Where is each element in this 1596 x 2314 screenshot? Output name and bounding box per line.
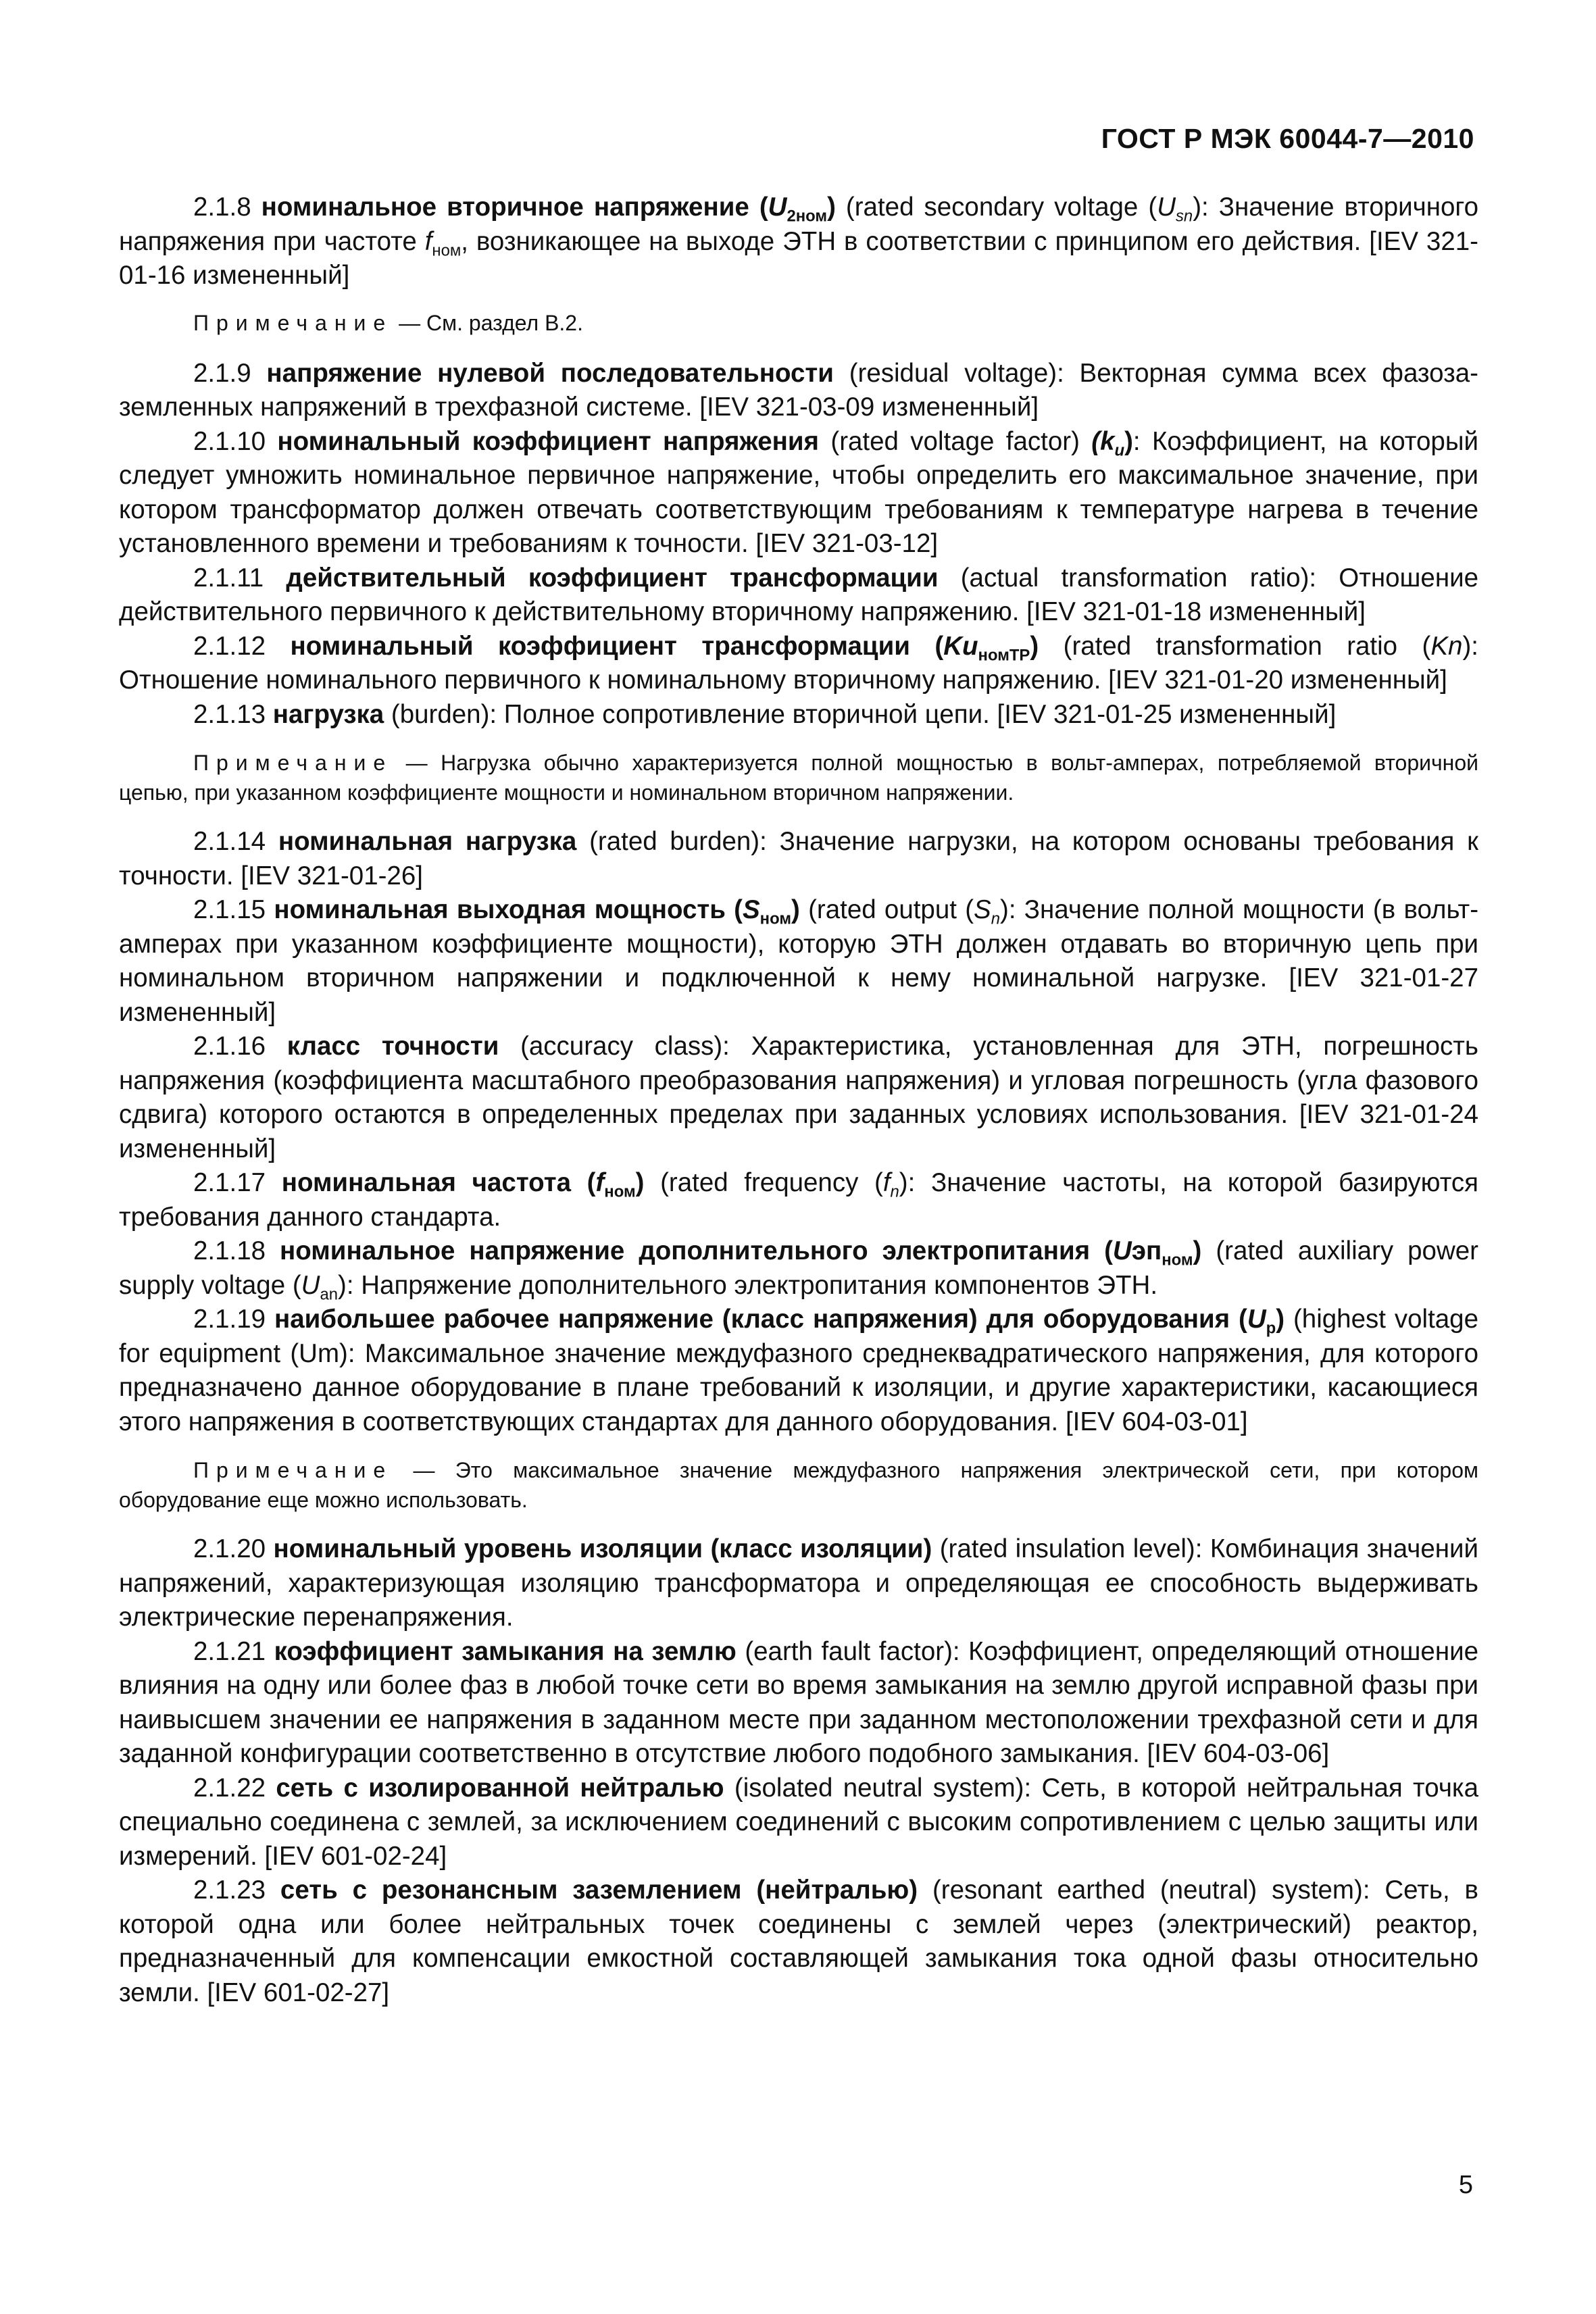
term: номинальная частота $(f_{ном})$ xyxy=(281,1168,645,1201)
item-2-1-18: 2.1.18 номинальное напряжение дополнительного электропитания (Uэп$_{ном}$) (rated auxiliary power supply voltage $(U_{an})$: Напряжение дополнительного электропитания компонентов ЭТН. xyxy=(119,1236,1478,1303)
note-1: Примечание — См. раздел В.2. xyxy=(193,310,583,335)
item-2-1-16: 2.1.16 класс точности (accuracy class): Характеристика, установленная для ЭТН, погрешность напряжения (коэффициента масштабного преобразования напряжения) и угловая погрешность (угла фазового сдвига) которого остаются в определенных пределах при заданных условиях использования. [IEV 321-01-24 измененный] xyxy=(119,1032,1478,1163)
item-2-1-21: 2.1.21 коэффициент замыкания на землю (earth fault factor): Коэффициент, определяющий отношение влияния на одну или более фаз в любой точке сети во время замыкания на землю другой исправной фазы при наивысшем значении ее напряжения в заданном месте при заданном местоположении трехфазной сети и для заданной конфигурации соответственно в отсутствие любого подобного замыкания. [IEV 604-03-06] xyxy=(119,1636,1478,1768)
item-2-1-10: 2.1.10 номинальный коэффициент напряжения (rated voltage factor) $(k_u)$: Коэффициент, на который следует умножить номинальное первичное напряжение, чтобы определить его максимальное значение, при котором трансформатор должен отвечать соответствующим требованиям к температуре нагрева в течение установленного времени и требованиям к точности. [IEV 321-03-12] xyxy=(119,426,1479,558)
item-number: 2.1.15 xyxy=(193,895,266,924)
note-label: Примечание xyxy=(193,310,393,335)
item-number: 2.1.11 xyxy=(193,563,264,593)
item-number: 2.1.22 xyxy=(193,1773,266,1803)
item-2-1-23: 2.1.23 сеть с резонансным заземлением (нейтралью) (resonant earthed (neutral) system): Сеть, в которой одна или более нейтральных точек соединены с землей через (электрический) реактор, предназначенный для компенсации емкостной составляющей замыкания тока одной фазы относительно земли. [IEV 601-02-27] xyxy=(119,1876,1478,2007)
document-body xyxy=(119,191,1478,2010)
item-number: 2.1.10 xyxy=(193,426,266,456)
item-2-1-11: 2.1.11 действительный коэффициент трансформации (actual transformation ratio): Отношение действительного первичного к действительному вторичному напряжению. [IEV 321-01-18 измененный] xyxy=(119,563,1479,626)
item-number: 2.1.13 xyxy=(193,699,266,729)
item-2-1-9: 2.1.9 напряжение нулевой последовательности (residual voltage): Векторная сумма всех фазоза-земленных напряжений в трехфазной системе. [IEV 321-03-09 измененный] xyxy=(119,358,1479,422)
term: номинальное напряжение дополнительного электропитания (Uэп$_{ном}$) xyxy=(280,1236,1202,1269)
item-2-1-12: 2.1.12 номинальный коэффициент трансформации $(Ku_{номТР})$ (rated transformation ratio (Kn): Отношение номинального первичного к номинальному вторичному напряжению. [IEV 321-01-20 измененный] xyxy=(119,631,1478,695)
item-2-1-13: 2.1.13 нагрузка (burden): Полное сопротивление вторичной цепи. [IEV 321-01-25 измененный] xyxy=(193,699,1337,729)
term: номинальная нагрузка xyxy=(278,827,577,856)
note-3: Примечание — Это максимальное значение междуфазного напряжения электрической сети, при котором оборудование еще можно использовать. xyxy=(119,1458,1479,1512)
item-number: 2.1.17 xyxy=(193,1168,266,1197)
item-number: 2.1.20 xyxy=(193,1534,266,1563)
item-number: 2.1.16 xyxy=(193,1032,266,1061)
term: действительный коэффициент трансформации xyxy=(286,563,939,593)
item-2-1-20: 2.1.20 номинальный уровень изоляции (класс изоляции) (rated insulation level): Комбинация значений напряжений, характеризующая изоляцию трансформатора и определяющая ее способность выдерживать электрические перенапряжения. xyxy=(119,1534,1478,1632)
item-number: 2.1.21 xyxy=(193,1636,266,1666)
item-number: 2.1.8 xyxy=(193,193,251,222)
term: номинальный коэффициент трансформации $(Ku_{номТР})$ xyxy=(290,631,1039,664)
term: сеть с резонансным заземлением (нейтралью) xyxy=(280,1876,918,1905)
item-2-1-14: 2.1.14 номинальная нагрузка (rated burden): Значение нагрузки, на котором основаны требования к точности. [IEV 321-01-26] xyxy=(119,827,1478,890)
term: номинальный коэффициент напряжения xyxy=(277,426,820,456)
term: нагрузка xyxy=(272,699,384,729)
page-number: 5 xyxy=(1458,2171,1473,2199)
note-label: Примечание xyxy=(193,751,393,775)
term: класс точности xyxy=(286,1032,499,1061)
item-number: 2.1.12 xyxy=(193,631,266,661)
item-number: 2.1.19 xyxy=(193,1305,266,1334)
term: номинальный уровень изоляции (класс изоляции) xyxy=(273,1534,932,1563)
term: коэффициент замыкания на землю xyxy=(274,1636,737,1666)
note-label: Примечание xyxy=(193,1458,393,1482)
item-2-1-15: 2.1.15 номинальная выходная мощность $(S_{ном})$ (rated output $(S_n)$: Значение полной мощности (в вольт-амперах при указанном коэффициенте мощности), которую ЭТН должен отдавать во вторичную цепь при номинальном вторичном напряжении и подключенной к нему номинальной нагрузке. [IEV 321-01-27 измененный] xyxy=(119,895,1479,1027)
item-2-1-19: 2.1.19 наибольшее рабочее напряжение (класс напряжения) для оборудования $(U_р)$ (highest voltage for equipment (Um): Максимальное значение междуфазного среднеквадратического напряжения, для которого предназначено данное оборудование в плане требований к изоляции, и другие характеристики, касающиеся этого напряжения в соответствующих стандартах для данного оборудования. [IEV 604-03-01] xyxy=(119,1305,1478,1436)
item-number: 2.1.18 xyxy=(193,1236,266,1265)
item-2-1-22: 2.1.22 сеть с изолированной нейтралью (isolated neutral system): Сеть, в которой нейтральная точка специально соединена с землей, за исключением соединений с высоким сопротивлением с целью защиты или измерений. [IEV 601-02-24] xyxy=(119,1773,1478,1871)
term: сеть с изолированной нейтралью xyxy=(276,1773,724,1803)
term: номинальная выходная мощность $(S_{ном})$ xyxy=(274,895,800,928)
item-number: 2.1.23 xyxy=(193,1876,266,1905)
document-header: ГОСТ Р МЭК 60044-7—2010 xyxy=(1101,123,1474,154)
term: напряжение нулевой последовательности xyxy=(266,358,834,388)
item-number: 2.1.9 xyxy=(193,358,251,388)
term: наибольшее рабочее напряжение (класс напряжения) для оборудования $(U_р)$ xyxy=(274,1305,1285,1338)
note-2: Примечание — Нагрузка обычно характеризуется полной мощностью в вольт-амперах, потребляемой вторичной цепью, при указанном коэффициенте мощности и номинальном вторичном напряжении. xyxy=(119,751,1479,805)
item-number: 2.1.14 xyxy=(193,827,266,856)
term: номинальное вторичное напряжение $(U_{2ном})$ xyxy=(261,193,836,226)
item-2-1-17: 2.1.17 номинальная частота $(f_{ном})$ (rated frequency $(f_n)$: Значение частоты, на которой базируются требования данного стандарта. xyxy=(119,1168,1479,1232)
item-2-1-8: 2.1.8 номинальное вторичное напряжение $(U_{2ном})$ (rated secondary voltage $(U_{sn})$: Значение вторичного напряжения при частоте $f_{ном}$, возникающее на выходе ЭТН в соответствии с принципом его действия. [IEV 321-01-16 измененный] xyxy=(119,193,1478,290)
